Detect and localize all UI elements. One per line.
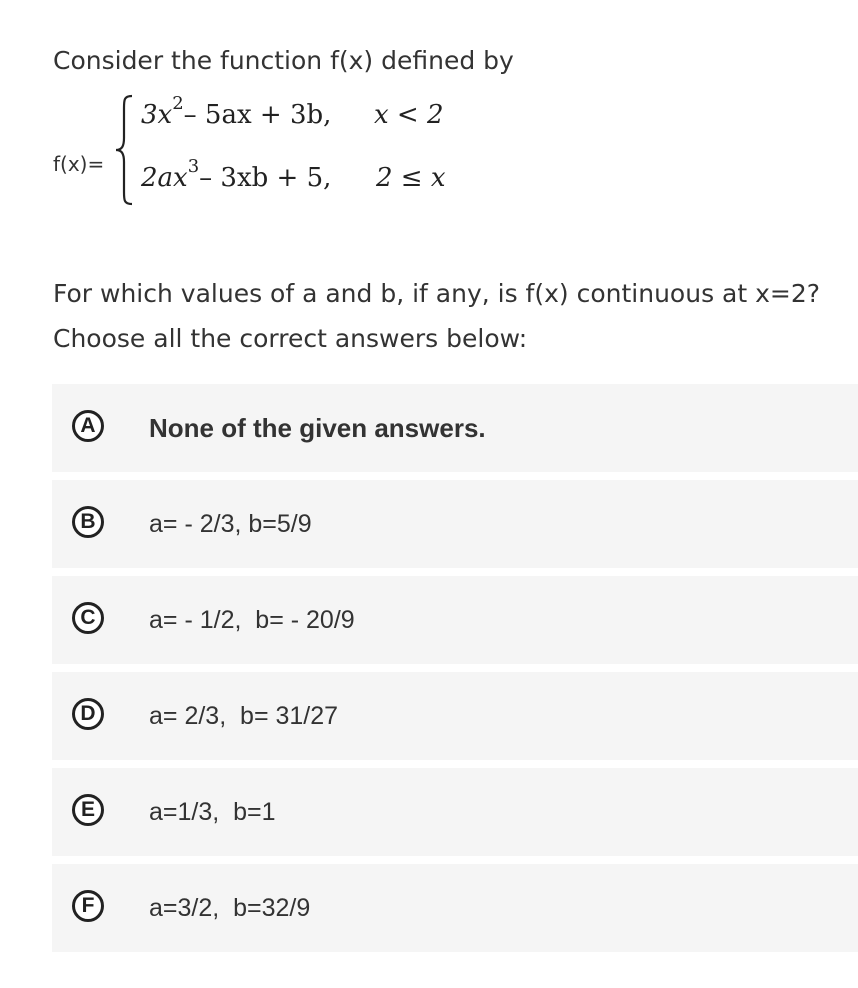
case-1-exponent: 2 — [172, 93, 184, 115]
option-b-letter-badge: B — [72, 506, 104, 538]
option-d-text: a= 2/3, b= 31/27 — [149, 701, 339, 730]
option-f[interactable] — [52, 864, 858, 952]
question-line-2: Choose all the correct answers below: — [53, 324, 528, 353]
option-e-text: a=1/3, b=1 — [149, 797, 276, 826]
question-intro: Consider the function f(x) defined by — [53, 46, 514, 75]
case-2-rest: – 3xb + 5, — [199, 163, 332, 193]
option-d-letter-badge: D — [72, 698, 104, 730]
case-2-condition: 2 ≤ x — [376, 163, 446, 193]
option-f-letter-badge: F — [72, 890, 104, 922]
case-1-condition: x < 2 — [374, 100, 444, 130]
question-line-1: For which values of a and b, if any, is f(x) continuous at x=2? — [53, 279, 821, 308]
option-c-text: a= - 1/2, b= - 20/9 — [149, 605, 355, 634]
case-1-rest: – 5ax + 3b, — [183, 100, 332, 130]
option-b[interactable] — [52, 480, 858, 568]
case-2-expression — [141, 156, 332, 193]
option-a[interactable] — [52, 384, 858, 472]
option-b-text: a= - 2/3, b=5/9 — [149, 509, 312, 538]
option-c[interactable] — [52, 576, 858, 664]
case-2-exponent: 3 — [187, 156, 200, 178]
answer-options — [52, 384, 858, 960]
case-2-base: 2ax — [141, 163, 188, 193]
question-text — [53, 271, 853, 361]
case-1-base: 3x — [141, 100, 173, 130]
option-a-letter-badge: A — [72, 410, 104, 442]
option-e[interactable] — [52, 768, 858, 856]
option-d[interactable] — [52, 672, 858, 760]
option-e-letter-badge: E — [72, 794, 104, 826]
option-f-text: a=3/2, b=32/9 — [149, 893, 311, 922]
option-c-letter-badge: C — [72, 602, 104, 634]
option-a-text: None of the given answers. — [149, 412, 486, 443]
piecewise-brace — [112, 94, 138, 206]
case-1-expression — [141, 93, 332, 130]
function-label: f(x)= — [53, 152, 105, 176]
